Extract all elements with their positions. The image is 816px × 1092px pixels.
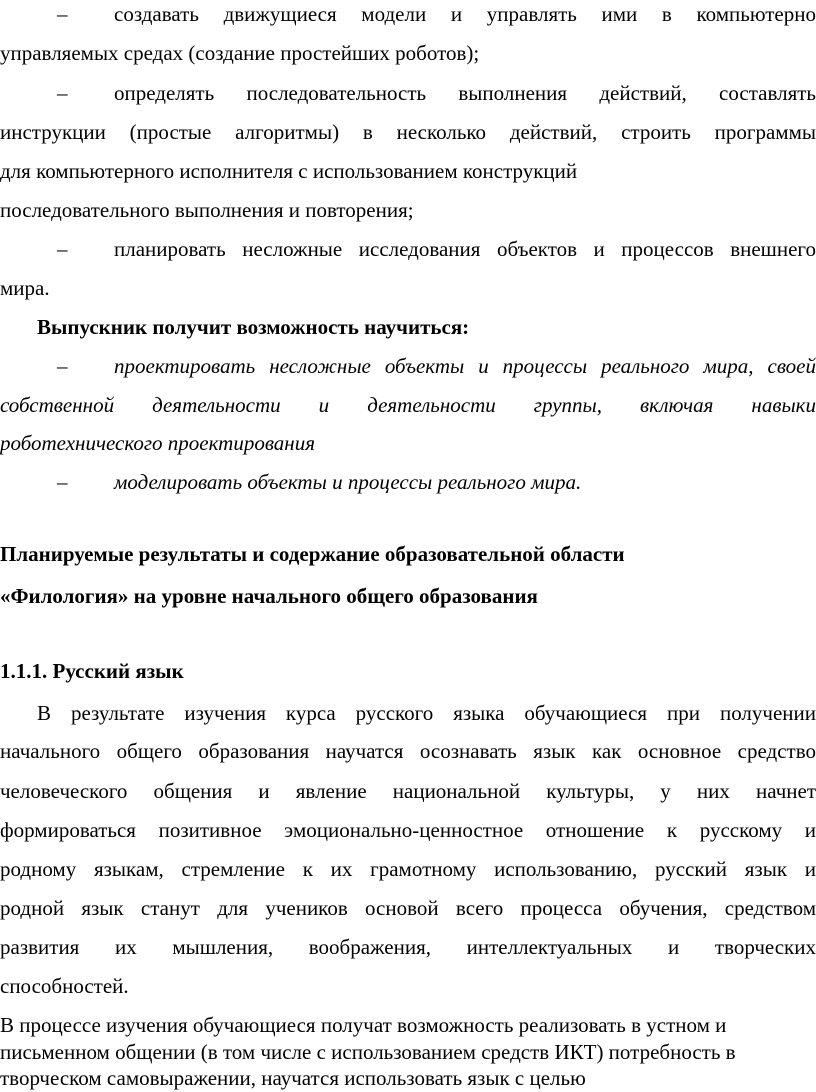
paragraph-line: начального общего образования научатся осознавать язык как основное средство — [0, 739, 816, 763]
section-heading-line-1: Планируемые результаты и содержание образовательной области — [0, 542, 625, 566]
paragraph-line: письменном общении (в том числе с использованием средств ИКТ) потребность в — [0, 1040, 736, 1064]
section-heading-line-2: «Филология» на уровне начального общего образования — [0, 584, 538, 608]
subsection-heading: 1.1.1. Русский язык — [0, 659, 184, 683]
list-item-continuation: инструкции (простые алгоритмы) в несколько действий, строить программы — [0, 120, 816, 144]
paragraph-line: развития их мышления, воображения, интеллектуальных и творческих — [0, 935, 816, 959]
paragraph-line: родной язык станут для учеников основой всего процесса обучения, средством — [0, 896, 816, 920]
list-item-text: определять последовательность выполнения действий, составлять — [114, 81, 816, 105]
list-item-continuation: для компьютерного исполнителя с использованием конструкций — [0, 159, 578, 183]
bullet-dash: – — [57, 354, 68, 378]
list-item-text: моделировать объекты и процессы реального мира. — [114, 470, 582, 494]
list-item-continuation: последовательного выполнения и повторения; — [0, 198, 414, 222]
paragraph-line: родному языкам, стремление к их грамотному использованию, русский язык и — [0, 857, 816, 881]
paragraph-line: творческом самовыражении, научатся использовать язык с целью — [0, 1066, 586, 1090]
opportunity-heading: Выпускник получит возможность научиться: — [37, 315, 470, 339]
paragraph-line: способностей. — [0, 974, 129, 998]
list-item-text: планировать несложные исследования объектов и процессов внешнего — [114, 237, 816, 261]
list-item-continuation: роботехнического проектирования — [0, 431, 315, 455]
paragraph-line: В результате изучения курса русского языка обучающиеся при получении — [37, 701, 816, 725]
bullet-dash: – — [57, 81, 68, 105]
paragraph-line: человеческого общения и явление национальной культуры, у них начнет — [0, 779, 816, 803]
paragraph-line: формироваться позитивное эмоционально-ценностное отношение к русскому и — [0, 818, 816, 842]
bullet-dash: – — [57, 470, 68, 494]
list-item-text: создавать движущиеся модели и управлять ими в компьютерно — [114, 2, 816, 26]
list-item-text: проектировать несложные объекты и процессы реального мира, своей — [114, 354, 816, 378]
list-item-continuation: управляемых средах (создание простейших роботов); — [0, 41, 480, 65]
paragraph-line: В процессе изучения обучающиеся получат возможность реализовать в устном и — [0, 1013, 727, 1037]
list-item-continuation: собственной деятельности и деятельности группы, включая навыки — [0, 393, 816, 417]
bullet-dash: – — [57, 2, 68, 26]
bullet-dash: – — [57, 237, 68, 261]
list-item-continuation: мира. — [0, 276, 50, 300]
